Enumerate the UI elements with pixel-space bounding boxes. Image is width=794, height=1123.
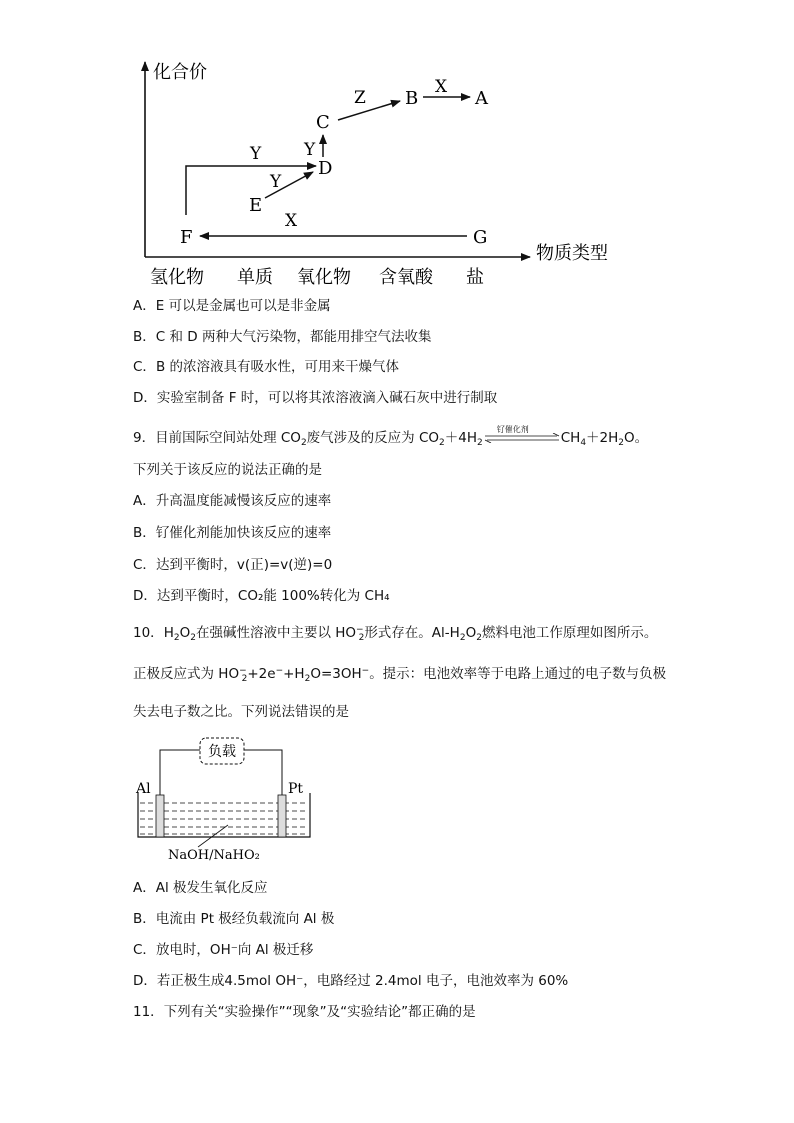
- q10-text: O: [179, 625, 191, 641]
- arrow-c-to-b: [338, 101, 400, 120]
- edge-label-y-ed: Y: [270, 172, 282, 192]
- electrolyte-pointer: [198, 825, 228, 847]
- q9-question: 下列关于该反应的说法正确的是: [133, 462, 322, 478]
- option-text: Al 极发生氧化反应: [155, 880, 268, 896]
- al-label: Al: [136, 781, 151, 797]
- q10-text: 正极反应式为 HO: [133, 666, 240, 682]
- q10-line-3: 失去电子数之比。下列说法错误的是: [133, 704, 349, 720]
- valence-category-diagram: [0, 0, 794, 300]
- q8-option-b: [133, 328, 431, 346]
- q10-text: +H: [283, 666, 305, 682]
- q9-stem-part: 目前国际空间站处理 CO: [155, 430, 301, 446]
- node-b: B: [405, 88, 419, 109]
- edge-label-z: Z: [354, 88, 366, 108]
- q9-option-d: [133, 587, 390, 605]
- q10-option-b: [133, 910, 334, 928]
- category-salt: 盐: [466, 267, 484, 288]
- q10-text: 在强碱性溶液中主要以 HO: [195, 625, 357, 641]
- electrolyte-label: NaOH/NaHO₂: [168, 848, 260, 863]
- edge-label-y-dc: Y: [304, 140, 316, 160]
- q10-text: 燃料电池工作原理如图所示。: [481, 625, 658, 641]
- option-letter: C．: [133, 942, 156, 958]
- q10-line-2: 正极反应式为 $HO^-_2+2e^-+H_2O=3OH^-$。提示：电池效率等于电路上通过的电子数与负极: [133, 666, 667, 684]
- pt-electrode: [278, 795, 286, 837]
- option-letter: A．: [133, 298, 156, 314]
- q10-text: 形式存在。Al-H: [364, 625, 460, 641]
- option-text: 放电时，OH⁻向 Al 极迁移: [155, 942, 314, 958]
- option-text: B 的浓溶液具有吸水性，可用来干燥气体: [155, 359, 399, 375]
- al-electrode: [156, 795, 164, 837]
- option-letter: B．: [133, 911, 156, 927]
- q8-option-a: [133, 297, 331, 315]
- option-letter: B．: [133, 525, 156, 541]
- q9-option-c: [133, 556, 332, 574]
- edge-label-x-gf: X: [285, 211, 298, 231]
- equilibrium-arrow: [483, 427, 561, 445]
- question-number: 10．: [133, 625, 164, 641]
- q10-option-a: [133, 879, 268, 897]
- q8-option-d: [133, 389, 497, 407]
- q11-text: 下列有关“实验操作”“现象”及“实验结论”都正确的是: [163, 1004, 476, 1020]
- q8-option-c: [133, 358, 399, 376]
- category-element: 单质: [237, 267, 273, 288]
- node-c: C: [316, 112, 330, 133]
- category-oxyacid: 含氧酸: [379, 267, 433, 288]
- option-text: 升高温度能减慢该反应的速率: [155, 493, 332, 509]
- q9-stem-part: 废气涉及的反应为 CO: [306, 430, 440, 446]
- q9-stem-part: O。: [624, 430, 649, 446]
- category-oxide: 氧化物: [297, 267, 351, 288]
- q10-option-c: [133, 941, 313, 959]
- node-e: E: [249, 195, 263, 216]
- option-letter: D．: [133, 390, 157, 406]
- option-letter: B．: [133, 329, 156, 345]
- option-letter: D．: [133, 973, 157, 989]
- q10-text: 。提示：电池效率等于电路上通过的电子数与负极: [369, 666, 667, 682]
- option-text: 若正极生成4.5mol OH⁻，电路经过 2.4mol 电子，电池效率为 60%: [156, 973, 569, 989]
- q9-stem-part: ＋2H: [586, 430, 619, 446]
- q9-stem-part: ＋4H: [444, 430, 477, 446]
- option-letter: C．: [133, 359, 156, 375]
- option-letter: C．: [133, 557, 156, 573]
- circuit-wire: [244, 750, 282, 797]
- catalyst-label: 钌催化剂: [496, 425, 529, 434]
- node-d: D: [318, 158, 333, 179]
- option-text: C 和 D 两种大气污染物，都能用排空气法收集: [155, 329, 432, 345]
- question-number: 11．: [133, 1004, 164, 1020]
- pt-label: Pt: [288, 781, 304, 797]
- option-text: E 可以是金属也可以是非金属: [155, 298, 331, 314]
- option-letter: A．: [133, 880, 156, 896]
- q9-option-a: [133, 492, 331, 510]
- q9-stem-part: CH: [560, 430, 581, 446]
- x-axis-label: 物质类型: [536, 243, 608, 264]
- option-text: 达到平衡时，v(正)=v(逆)=0: [155, 557, 333, 573]
- option-text: 实验室制备 F 时，可以将其浓溶液滴入碱石灰中进行制取: [156, 390, 498, 406]
- load-label: 负载: [208, 744, 236, 760]
- q10-text: O: [465, 625, 477, 641]
- option-letter: D．: [133, 588, 157, 604]
- q9-stem: 9．目前国际空间站处理 $CO_2$废气涉及的反应为 $CO_2+4H_2$ 钌催化剂 $CH_4+2H_2O$。: [133, 427, 648, 447]
- node-f: F: [180, 227, 193, 248]
- option-text: 钌催化剂能加快该反应的速率: [155, 525, 332, 541]
- option-text: 达到平衡时，CO₂能 100%转化为 CH₄: [156, 588, 390, 604]
- q10-text: O=3OH: [310, 666, 362, 682]
- node-g: G: [473, 227, 488, 248]
- q10-text: +2e: [247, 666, 276, 682]
- circuit-wire: [160, 750, 200, 797]
- option-letter: A．: [133, 493, 156, 509]
- node-a: A: [475, 88, 488, 109]
- option-text: 电流由 Pt 极经负载流向 Al 极: [155, 911, 335, 927]
- q10-line-1: 10．$H_2O_2$在强碱性溶液中主要以 $HO^-_2$形式存在。$Al-H_2O_2$燃料电池工作原理如图所示。: [133, 625, 658, 643]
- edge-label-x-top: X: [435, 77, 448, 97]
- q10-text: H: [163, 625, 174, 641]
- category-hydride: 氢化物: [150, 267, 204, 288]
- fuel-cell-diagram: [130, 735, 320, 865]
- question-number: 9．: [133, 430, 156, 446]
- q9-option-b: [133, 524, 331, 542]
- edge-label-y-fd: Y: [250, 144, 262, 164]
- y-axis-label: 化合价: [153, 62, 207, 83]
- q11-stem: [133, 1003, 476, 1021]
- q10-option-d: [133, 972, 568, 990]
